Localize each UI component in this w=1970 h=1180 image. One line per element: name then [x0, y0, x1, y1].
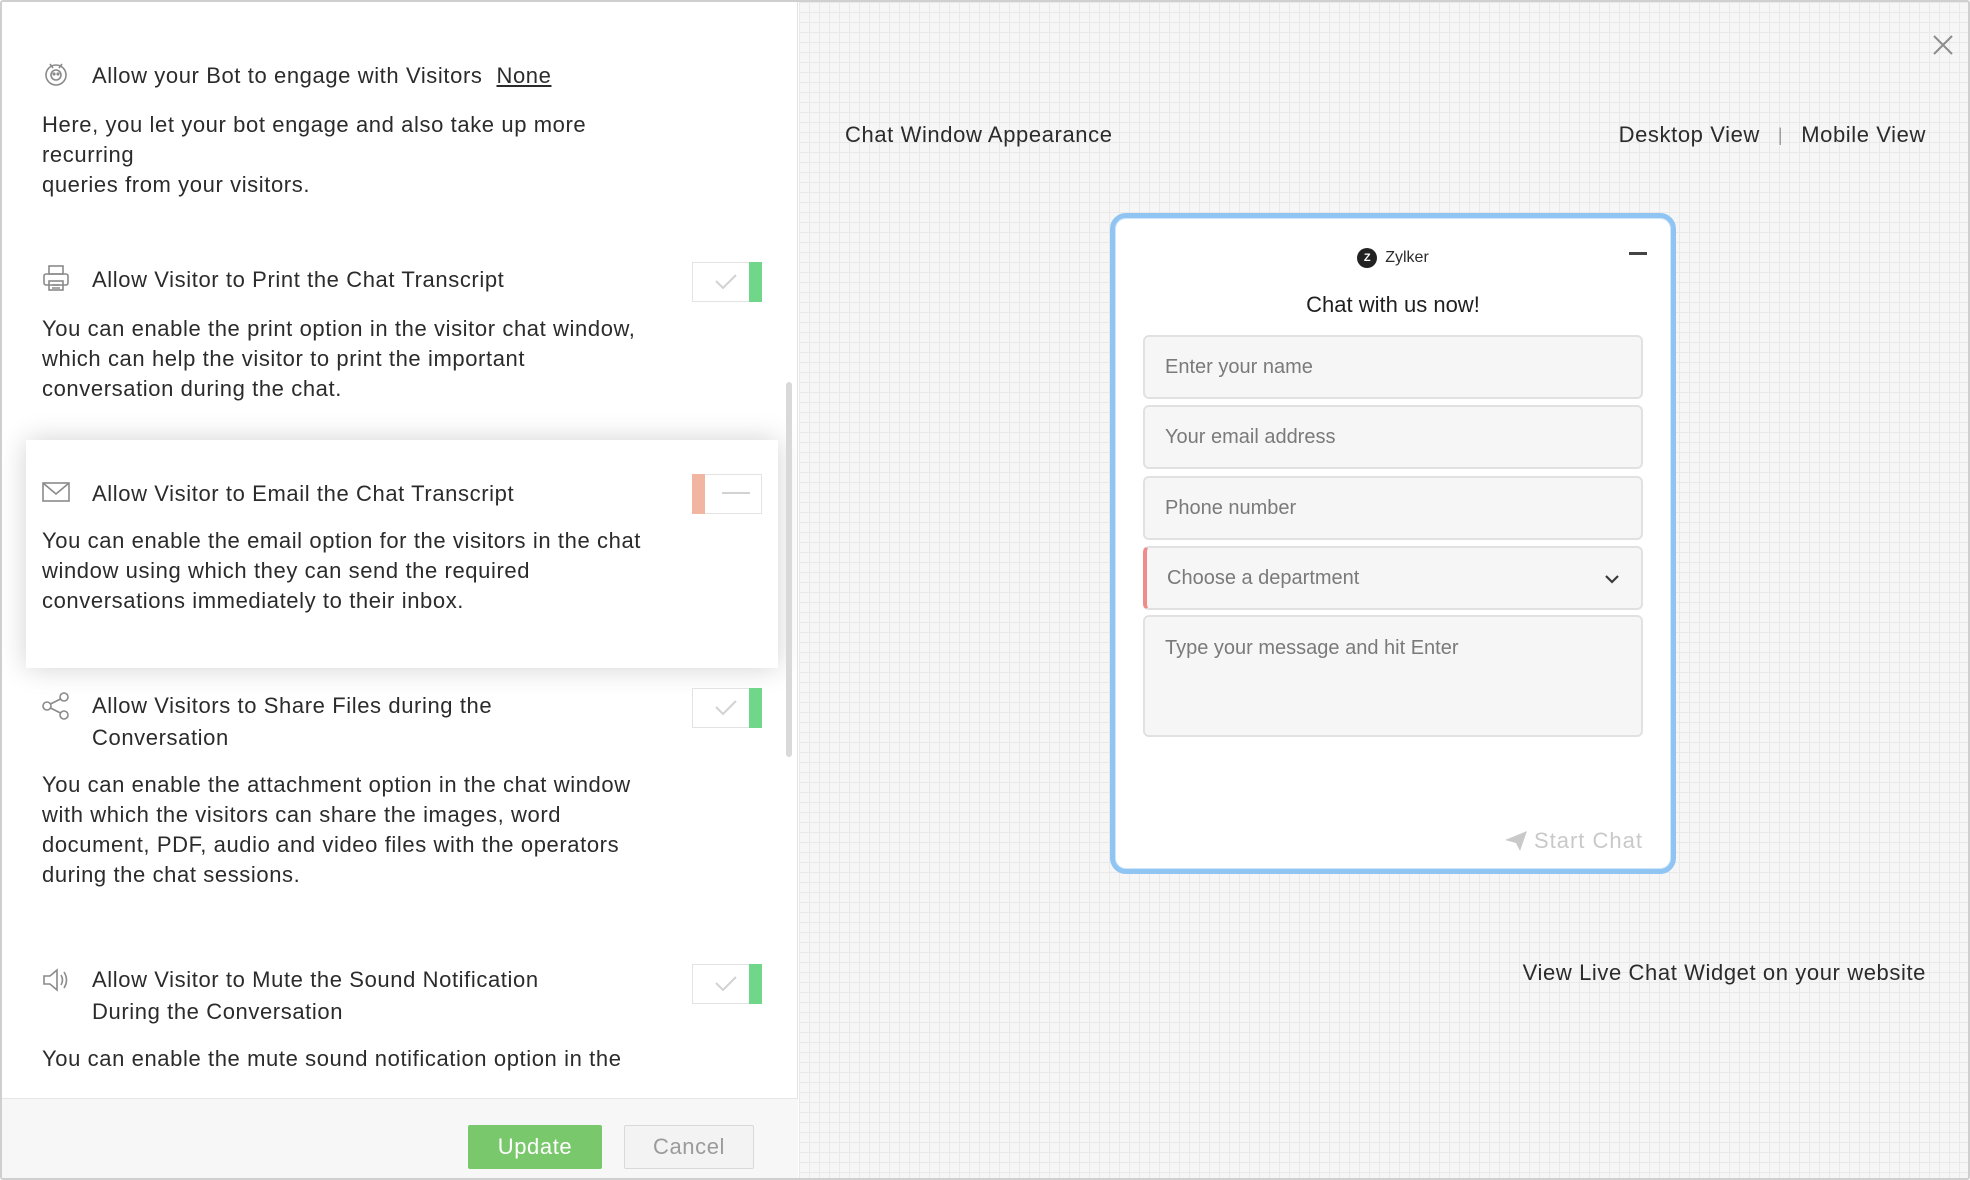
phone-input[interactable] [1143, 476, 1643, 540]
setting-description [42, 1044, 682, 1074]
description-line: window using which they can send the required [42, 558, 531, 583]
mute-sound-toggle[interactable] [692, 964, 762, 1004]
settings-footer [2, 1098, 798, 1180]
printer-icon [40, 262, 72, 294]
send-icon [1504, 830, 1528, 852]
bot-icon [40, 58, 72, 90]
description-line: document, PDF, audio and video files with the operators [42, 832, 620, 857]
tab-desktop-view[interactable]: Desktop View [1618, 122, 1760, 147]
setting-title: Allow Visitor to Print the Chat Transcript [92, 267, 505, 292]
preview-heading: Chat Window Appearance [845, 122, 1113, 147]
title-line: Allow Visitors to Share Files during the [92, 693, 493, 718]
setting-title [92, 690, 492, 754]
description-line: which can help the visitor to print the important [42, 346, 526, 371]
phone-placeholder: Phone number [1165, 496, 1297, 519]
description-line: with which the visitors can share the images, word [42, 802, 562, 827]
department-placeholder: Choose a department [1167, 566, 1360, 589]
description-line: conversations immediately to their inbox. [42, 588, 465, 613]
widget-brand [1115, 248, 1671, 268]
toggle-knob [692, 474, 705, 514]
description-line: You can enable the print option in the visitor chat window, [42, 316, 636, 341]
description-line: Here, you let your bot engage and also take up more recurring [42, 112, 587, 167]
email-transcript-toggle[interactable] [692, 474, 762, 514]
message-textarea[interactable] [1143, 615, 1643, 737]
bot-engage-link[interactable]: None [496, 63, 552, 88]
description-line: queries from your visitors. [42, 172, 311, 197]
name-placeholder: Enter your name [1165, 355, 1313, 378]
description-line: conversation during the chat. [42, 376, 342, 401]
print-transcript-toggle[interactable] [692, 262, 762, 302]
name-input[interactable] [1143, 335, 1643, 399]
setting-title: Allow Visitor to Email the Chat Transcript [92, 481, 515, 506]
description-line: You can enable the email option for the visitors in the chat [42, 528, 641, 553]
tab-mobile-view[interactable]: Mobile View [1801, 122, 1926, 147]
email-input[interactable] [1143, 405, 1643, 469]
start-chat-label: Start Chat [1533, 828, 1643, 853]
share-files-toggle[interactable] [692, 688, 762, 728]
update-button[interactable]: Update [468, 1125, 602, 1169]
scrollbar-thumb[interactable] [786, 382, 792, 757]
check-icon [710, 696, 742, 718]
setting-description [42, 770, 682, 890]
setting-description [42, 526, 682, 616]
description-line: during the chat sessions. [42, 862, 301, 887]
settings-scroll-area[interactable] [2, 2, 798, 1098]
title-line: Conversation [92, 725, 229, 750]
mail-icon [40, 476, 72, 508]
chat-heading: Chat with us now! [1306, 292, 1480, 317]
close-icon[interactable] [1930, 32, 1956, 58]
cancel-button[interactable]: Cancel [624, 1125, 754, 1169]
message-placeholder: Type your message and hit Enter [1165, 637, 1459, 659]
check-icon [710, 270, 742, 292]
toggle-knob [749, 964, 762, 1004]
description-line: You can enable the mute sound notification option in the [42, 1046, 622, 1071]
dash-icon [720, 482, 752, 504]
check-icon [710, 972, 742, 994]
start-chat-button[interactable] [1504, 828, 1643, 854]
description-line: You can enable the attachment option in the chat window [42, 772, 631, 797]
email-placeholder: Your email address [1165, 425, 1336, 448]
view-tabs [1619, 122, 1926, 148]
brand-name: Zylker [1385, 249, 1429, 266]
title-line: Allow Visitor to Mute the Sound Notification [92, 967, 539, 992]
setting-title [92, 60, 551, 92]
title-line: During the Conversation [92, 999, 344, 1024]
settings-panel [2, 2, 798, 1180]
setting-title-text: Allow your Bot to engage with Visitors [92, 63, 483, 88]
setting-title [92, 964, 539, 1028]
brand-logo: Z [1357, 248, 1377, 268]
speaker-icon [40, 964, 72, 996]
chevron-down-icon [1601, 568, 1623, 590]
setting-description [42, 110, 682, 200]
toggle-knob [749, 688, 762, 728]
view-live-widget-link[interactable]: View Live Chat Widget on your website [1522, 960, 1926, 985]
setting-description [42, 314, 682, 404]
toggle-knob [749, 262, 762, 302]
minimize-icon[interactable] [1629, 252, 1647, 255]
department-select[interactable] [1143, 546, 1643, 610]
chat-widget-preview [1110, 213, 1676, 874]
share-icon [40, 690, 72, 722]
tab-separator: | [1777, 124, 1784, 145]
